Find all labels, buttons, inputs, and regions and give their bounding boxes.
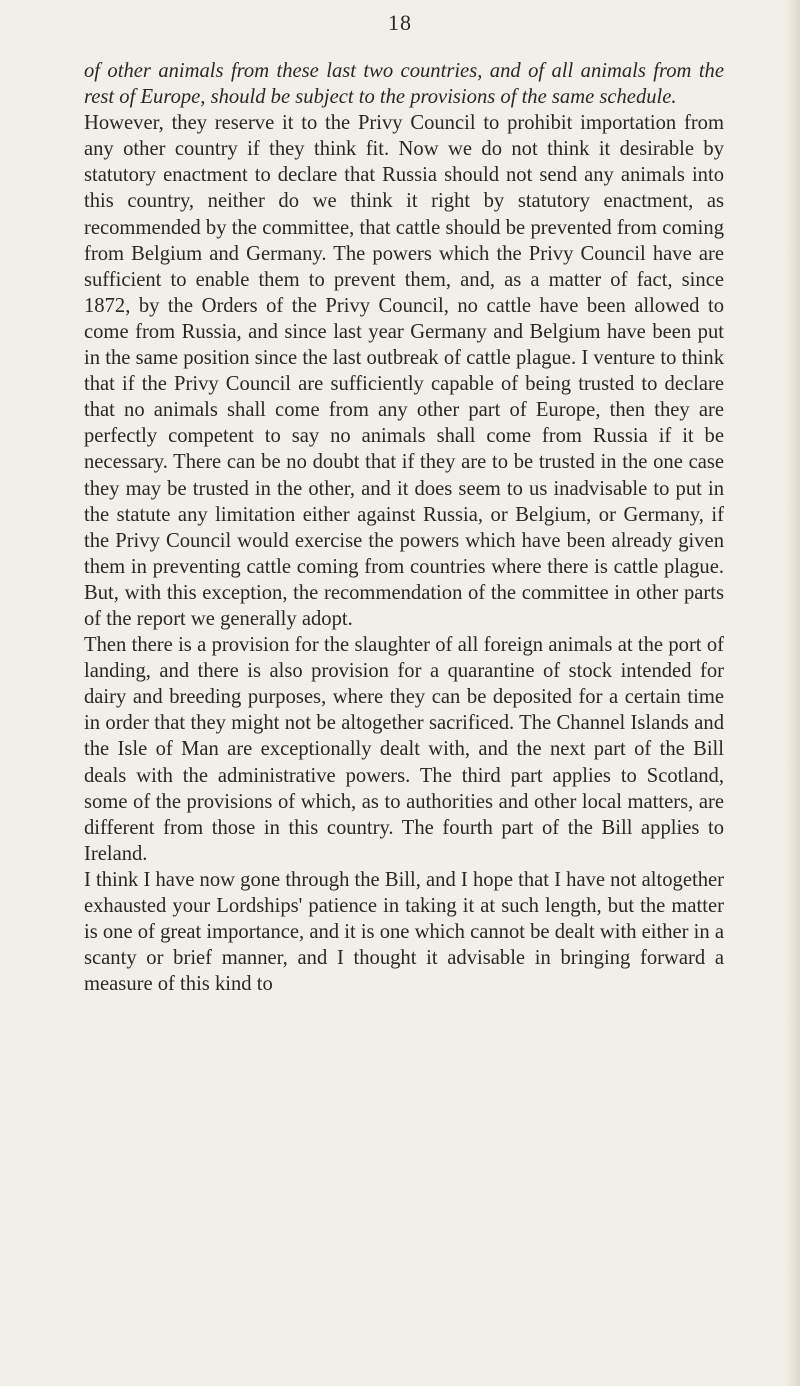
paragraph-privy-council: However, they reserve it to the Privy Council to prohibit importation from any other country if they think fit. Now we do not think it desirable by statutory enactment to declare that Russia should not send any animals into this country, neither do we think it right by statutory enactment, as recommended by the committee, that cattle should be prevented from coming from Belgium and Germany. The powers which the Privy Council have are sufficient to enable them to prevent them, and, as a matter of fact, since 1872, by the Orders of the Privy Council, no cattle have been allowed to come from Russia, and since last year Germany and Belgium have been put in the same position since the last outbreak of cattle plague. I venture to think that if the Privy Council are sufficiently capable of being trusted to declare that no animals shall come from any other part of Europe, then they are perfectly competent to say no animals shall come from Russia if it be necessary. There can be no doubt that if they are to be trusted in the one case they may be trusted in the other, and it does seem to us inadvisable to put in the statute any limitation either against Russia, or Belgium, or Germany, if the Privy Council would exercise the powers which have been already given them in preventing cattle coming from countries where there is cattle plague. But, with this exception, the recommendation of the committee in other parts of the report we generally adopt. (84, 112, 724, 630)
body-text (84, 58, 724, 997)
paragraph-continuation: of other animals from these last two countries, and of all animals from the rest of Europe, should be subject to the provisions of the same schedule. (84, 60, 724, 109)
page-edge-shadow (786, 0, 800, 1386)
paragraph-closing: I think I have now gone through the Bill, and I hope that I have not altogether exhausted your Lordships' patience in taking it at such length, but the matter is one of great importance, and it is one which cannot be dealt with either in a scanty or brief manner, and I thought it advisable in bringing forward a measure of this kind to (84, 868, 724, 996)
page-number: 18 (388, 10, 412, 35)
paragraph-slaughter-provision: Then there is a provision for the slaughter of all foreign animals at the port of landing, and there is also provision for a quarantine of stock intended for dairy and breeding purposes, where they can be deposited for a certain time in order that they might not be altogether sacrificed. The Channel Islands and the Isle of Man are exceptionally dealt with, and the next part of the Bill deals with the administrative powers. The third part applies to Scotland, some of the provisions of which, as to authorities and other local matters, are different from those in this country. The fourth part of the Bill applies to Ireland. (84, 634, 724, 865)
